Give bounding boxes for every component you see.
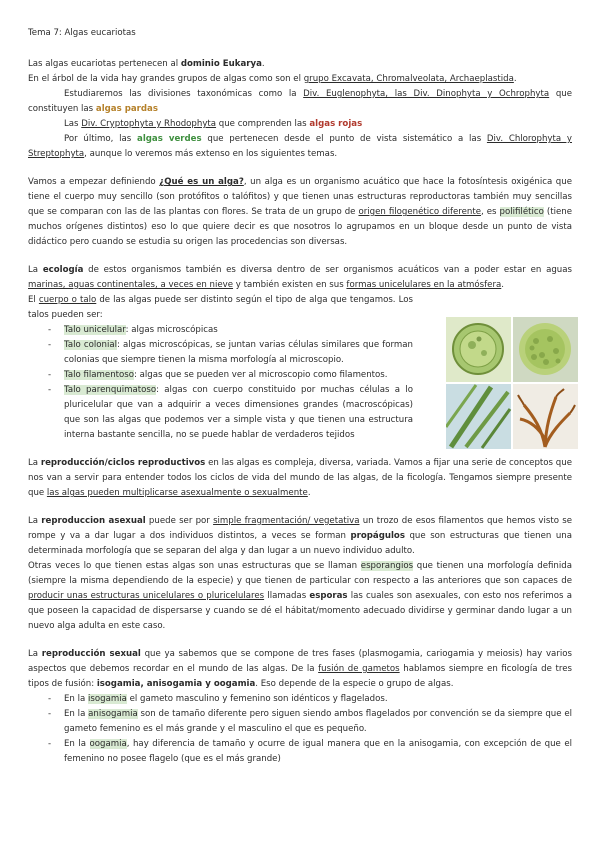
algae-figure-svg [446, 317, 578, 449]
colonial-alga-image [513, 317, 578, 382]
list-item: - En la isogamia el gameto masculino y femenino son idénticos y flagelados. [28, 692, 572, 707]
term-divisions: Div. Euglenophyta, las Div. Dinophyta y Ochrophyta [303, 89, 550, 99]
term-fragmentacion: simple fragmentación/ vegetativa [213, 516, 360, 526]
ecology-paragraph: La ecología de estos organismos también es diversa dentro de ser organismos acuáticos van a poder estar en aguas marinas, aguas continentales, a veces en nieve y también existen en sus formas unicelulares en la atmósfera. [28, 265, 572, 290]
term-algas-pardas: algas pardas [95, 104, 158, 114]
filamentous-alga-image [446, 384, 511, 449]
term-cuerpo-talo: cuerpo o talo [38, 295, 97, 305]
term-aguas: marinas, aguas continentales, a veces en nieve [28, 280, 234, 290]
asexual-paragraph-2: Otras veces lo que tienen estas algas son unas estructuras que se llaman esporangios que tienen una morfología definida (siempre la misma dependiendo de la especie) y que tienen de particular con respecto a las anteriores que son capaces de producir unas estructuras unicelulares o pluricelulares llamadas esporas las cuales son asexuales, con esto nos referimos a que poseen la capacidad de dispersarse y cuando se dé el hábitat/momento adecuado dividirse y germinar dando lugar a un nuevo alga adulta en este caso. [28, 561, 572, 631]
term-ecologia: ecología [42, 265, 84, 275]
talo-term: Talo colonial [64, 340, 117, 350]
term-sexual: reproducción sexual [41, 649, 141, 659]
talo-term: Talo filamentoso [64, 370, 135, 380]
unicellular-alga-image [446, 317, 511, 382]
reproduction-paragraph: La reproducción/ciclos reproductivos en las algas es compleja, diversa, variada. Vamos a fijar una serie de conceptos que nos van a servir para entender todos los ciclos de vida del mundo de las algas, de la ficología. Tengamos siempre presente que las algas pueden multiplicarse asexualmente o sexualmente. [28, 458, 572, 498]
term-atmosfera: formas unicelulares en la atmósfera [346, 280, 502, 290]
term-polifiletico: polifilético [499, 207, 544, 217]
asexual-paragraph-1: La reproduccion asexual puede ser por simple fragmentación/ vegetativa un trozo de esos filamentos que hemos visto se rompe y va a dar lugar a dos individuos distintos, a veces se forman propágulos que son estructuras que tienen una determinada morfología que se separan del alga y dan lugar a un nuevo individuo adulto. [28, 516, 572, 556]
term-esporangios: esporangios [360, 561, 414, 571]
intro-section [28, 57, 572, 162]
list-item: - Talo filamentoso: algas que se pueden ver al microscopio como filamentos. [28, 368, 413, 383]
term-cryptophyta: Div. Cryptophyta y Rhodophyta [81, 119, 217, 129]
term-fusion: fusión de gametos [318, 664, 400, 674]
term-eukarya: dominio Eukarya [180, 59, 262, 69]
sexual-paragraph: La reproducción sexual que ya sabemos que se compone de tres fases (plasmogamia, cariogamia y meiosis) hay varios aspectos que debemos recordar en el mundo de las algas. De la fusión de gametos hablamos siempre en ficología de tres tipos de fusión: isogamia, anisogamia y oogamia. Eso depende de la especie o grupo de algas. [28, 649, 572, 689]
fusion-term: isogamia [88, 694, 127, 704]
talo-term: Talo unicelular [64, 325, 126, 335]
list-item: - Talo unicelular: algas microscópicas [28, 323, 413, 338]
term-asexual: reproduccion asexual [41, 516, 146, 526]
list-item: - Talo colonial: algas microscópicas, se juntan varias células similares que forman colonias que siempre tienen la misma morfología al microscopio. [28, 338, 413, 368]
term-propagulos: propágulos [350, 531, 405, 541]
intro-line-5: Por último, las algas verdes que pertenecen desde el punto de vista sistemático a las Div. Chlorophyta y Streptophyta, aunque lo veremos más extenso en los siguientes temas. [28, 134, 572, 159]
term-fusion-types: isogamia, anisogamia y oogamia [96, 679, 256, 689]
list-item: - Talo parenquimatoso: algas con cuerpo constituido por muchas células a lo pluricelular que van a adquirir a veces dimensiones grandes (macroscópicas) que son las algas que podemos ver a simple vista y que tienen una estructura interna bastante sencilla, no se puede hablar de verdaderos tejidos [28, 383, 413, 443]
term-que-es-alga: ¿Qué es un alga? [159, 177, 244, 187]
term-chlorophyta: Div. Chlorophyta y Streptophyta [28, 134, 572, 159]
term-producir: producir unas estructuras unicelulares o pluricelulares [28, 591, 265, 601]
talos-section [28, 293, 572, 443]
term-algas-rojas: algas rojas [309, 119, 363, 129]
fusion-list [28, 692, 572, 767]
talo-intro: El cuerpo o talo de las algas puede ser distinto según el tipo de alga que tengamos. Los talos pueden ser: [28, 295, 413, 320]
intro-line-1: Las algas eucariotas pertenecen al dominio Eukarya. [28, 59, 265, 69]
list-item: - En la oogamia, hay diferencia de tamaño y ocurre de igual manera que en la anisogamia, con excepción de que el femenino no posee flagelo (que es el más grande) [28, 737, 572, 767]
definition-paragraph: Vamos a empezar definiendo ¿Qué es un alga?, un alga es un organismo acuático que hace la fotosíntesis oxigénica que tiene el cuerpo muy sencillo (son protófitos o talófitos) y que tienen unas estructuras reproductoras también muy sencillas que se comparan con las de las plantas con flores. Se trata de un grupo de origen filogenético diferente, es polifilético (tiene muchos orígenes distintos) eso lo que quiere decir es que nosotros lo agrupamos en un bloque desde un punto de vista didáctico pero cuando se estudia su origen las procedencias son diversas. [28, 177, 572, 247]
parenchymatous-alga-image [513, 384, 578, 449]
term-groups: grupo Excavata, Chromalveolata, Archaeplastida [303, 74, 514, 84]
term-origen: origen filogenético diferente [358, 207, 482, 217]
fusion-term: anisogamia [88, 709, 138, 719]
talo-term: Talo parenquimatoso [64, 385, 157, 395]
term-multiplicarse: las algas pueden multiplicarse asexualmente o sexualmente [46, 488, 308, 498]
term-esporas: esporas [309, 591, 348, 601]
fusion-term: oogamia [89, 739, 127, 749]
talos-list [28, 323, 413, 443]
term-reproduccion: reproducción/ciclos reproductivos [40, 458, 206, 468]
document-page [28, 26, 572, 767]
intro-line-3: Estudiaremos las divisiones taxonómicas como la Div. Euglenophyta, las Div. Dinophyta y Ochrophyta que constituyen las algas pardas [28, 89, 573, 114]
document-title: Tema 7: Algas eucariotas [28, 28, 136, 38]
term-algas-verdes: algas verdes [137, 134, 202, 144]
list-item: - En la anisogamia son de tamaño diferente pero siguen siendo ambos flagelados por convención se da siempre que el gameto femenino es el más grande y el masculino el que es pequeño. [28, 707, 572, 737]
intro-line-2: En el árbol de la vida hay grandes grupos de algas como son el grupo Excavata, Chromalveolata, Archaeplastida. [28, 74, 517, 84]
algae-figure [446, 317, 578, 449]
intro-line-4: Las Div. Cryptophyta y Rhodophyta que comprenden las algas rojas [64, 119, 363, 129]
